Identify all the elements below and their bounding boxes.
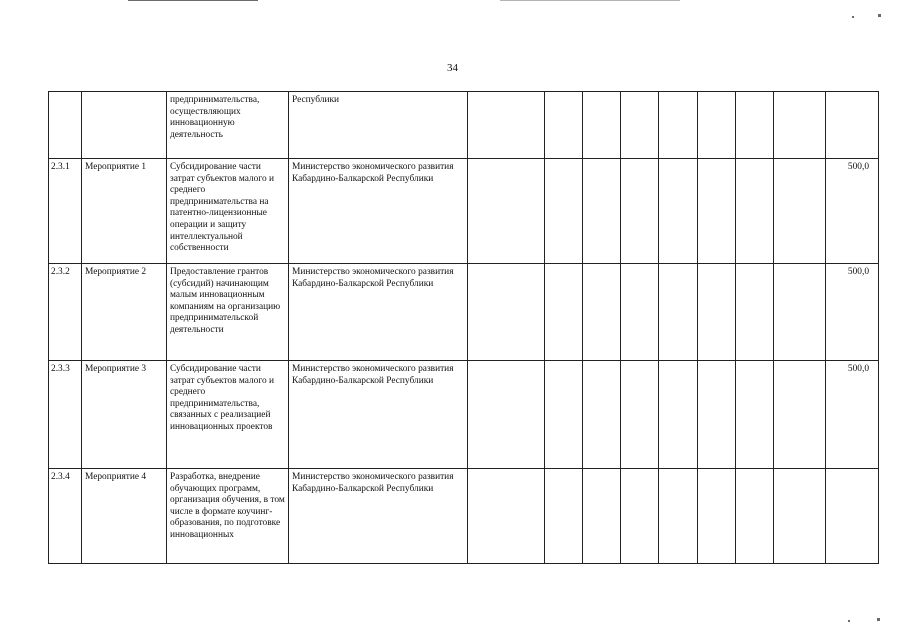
table-cell (583, 159, 621, 264)
table-row (49, 92, 879, 159)
table-cell (545, 159, 583, 264)
table-cell (621, 92, 659, 159)
table-cell (736, 159, 774, 264)
table-cell (736, 469, 774, 564)
table-row (49, 469, 879, 564)
row-number: 2.3.2 (49, 264, 82, 361)
table-cell (774, 264, 826, 361)
table-cell (621, 264, 659, 361)
program-table (48, 91, 879, 564)
event-executor: Министерство экономического развития Кабардино-Балкарской Республики (289, 264, 468, 361)
event-executor: Министерство экономического развития Кабардино-Балкарской Республики (289, 159, 468, 264)
funding-value: 500,0 (826, 159, 879, 264)
event-description: Субсидирование части затрат субъектов малого и среднего предпринимательства, связанных с реализацией инновационных проектов (167, 361, 289, 469)
event-name: Мероприятие 1 (82, 159, 167, 264)
table-cell (583, 361, 621, 469)
table-cell (698, 159, 736, 264)
table-cell (545, 469, 583, 564)
table-cell (736, 264, 774, 361)
table-cell (583, 469, 621, 564)
scan-mark (500, 0, 680, 1)
table-cell (774, 92, 826, 159)
table-cell (736, 361, 774, 469)
event-name: Мероприятие 3 (82, 361, 167, 469)
table-cell (621, 159, 659, 264)
funding-value: 500,0 (826, 264, 879, 361)
table-cell (468, 92, 545, 159)
table-cell (659, 469, 698, 564)
table-cell (698, 92, 736, 159)
scan-mark (877, 618, 880, 621)
page-number: 34 (447, 62, 458, 74)
table-cell (468, 361, 545, 469)
table-cell (583, 264, 621, 361)
event-executor: Министерство экономического развития Кабардино-Балкарской Республики (289, 361, 468, 469)
event-executor: Республики (289, 92, 468, 159)
scan-mark (848, 620, 850, 622)
funding-value (826, 92, 879, 159)
event-name: Мероприятие 4 (82, 469, 167, 564)
scan-mark (128, 0, 258, 1)
row-number (49, 92, 82, 159)
table-cell (583, 92, 621, 159)
table-cell (774, 159, 826, 264)
row-number: 2.3.4 (49, 469, 82, 564)
table-cell (659, 92, 698, 159)
table-cell (774, 361, 826, 469)
table-row (49, 159, 879, 264)
event-description: предпринимательства, осуществляющих инновационную деятельность (167, 92, 289, 159)
table-row (49, 361, 879, 469)
table-row (49, 264, 879, 361)
table-cell (774, 469, 826, 564)
table-cell (621, 361, 659, 469)
row-number: 2.3.1 (49, 159, 82, 264)
table-cell (468, 469, 545, 564)
table-cell (468, 159, 545, 264)
table-cell (659, 264, 698, 361)
table-cell (545, 92, 583, 159)
funding-value: 500,0 (826, 361, 879, 469)
event-name: Мероприятие 2 (82, 264, 167, 361)
scan-mark (878, 14, 881, 17)
table-cell (659, 361, 698, 469)
table-cell (545, 264, 583, 361)
event-executor: Министерство экономического развития Кабардино-Балкарской Республики (289, 469, 468, 564)
table-cell (736, 92, 774, 159)
table-cell (698, 361, 736, 469)
row-number: 2.3.3 (49, 361, 82, 469)
event-name (82, 92, 167, 159)
table-cell (545, 361, 583, 469)
table-cell (659, 159, 698, 264)
table-cell (698, 469, 736, 564)
funding-value (826, 469, 879, 564)
table-cell (621, 469, 659, 564)
table-cell (468, 264, 545, 361)
event-description: Разработка, внедрение обучающих программ, организация обучения, в том числе в формате коучинг-образования, по подготовке инновационных (167, 469, 289, 564)
scan-mark (852, 16, 854, 18)
event-description: Предоставление грантов (субсидий) начинающим малым инновационным компаниям на организацию предпринимательской деятельности (167, 264, 289, 361)
event-description: Субсидирование части затрат субъектов малого и среднего предпринимательства на патентно-лицензионные операции и защиту интеллектуальной собственности (167, 159, 289, 264)
table-cell (698, 264, 736, 361)
